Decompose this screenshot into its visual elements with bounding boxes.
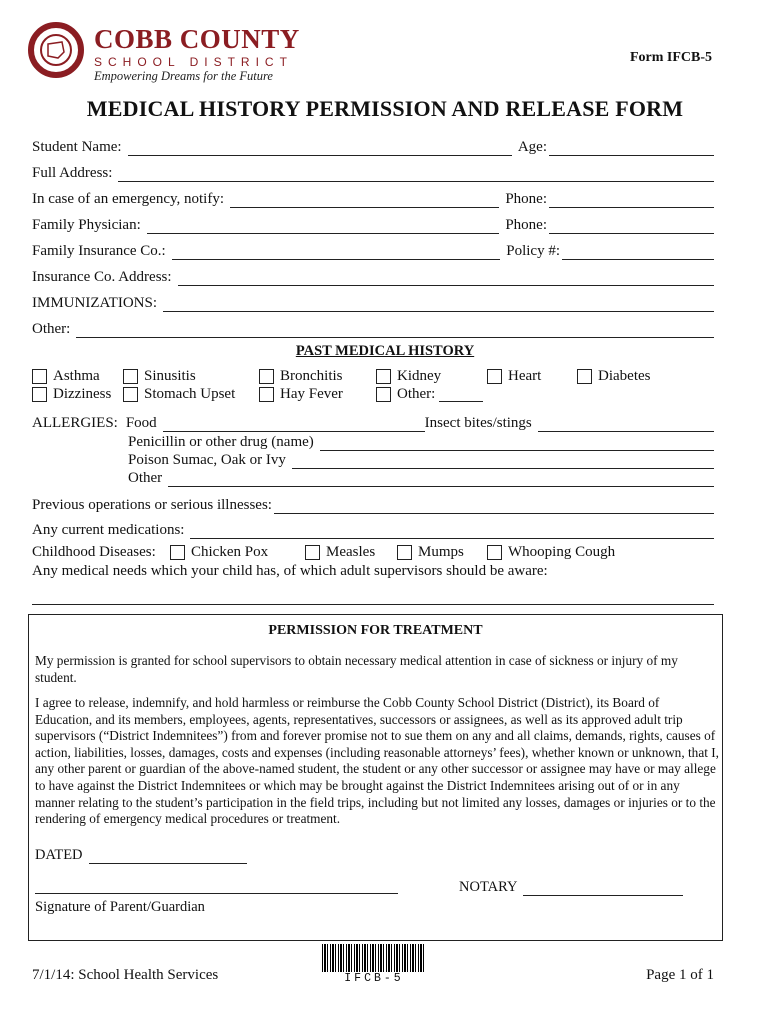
allergy-other-row	[128, 467, 714, 487]
physician-phone-field[interactable]	[549, 220, 714, 234]
checkbox-box[interactable]	[259, 387, 274, 402]
checkbox-label: Hay Fever	[280, 386, 343, 402]
checkbox-whooping-cough[interactable]	[487, 544, 615, 561]
food-allergy-field[interactable]	[163, 418, 425, 432]
emergency-row	[32, 188, 714, 208]
dated-label: DATED	[35, 847, 83, 863]
insurance-address-row	[32, 266, 714, 286]
barcode-text: IFCB-5	[322, 972, 426, 985]
immunizations-label: IMMUNIZATIONS:	[32, 295, 157, 311]
district-subtitle: SCHOOL DISTRICT	[94, 55, 293, 69]
immunizations-row	[32, 292, 714, 312]
medications-row	[32, 519, 714, 539]
checkbox-label: Measles	[326, 544, 376, 560]
insurance-address-label: Insurance Co. Address:	[32, 269, 172, 285]
emergency-field[interactable]	[230, 194, 499, 208]
checkbox-label: Kidney	[397, 368, 442, 384]
form-id: Form IFCB-5	[629, 50, 712, 65]
operations-row	[32, 494, 714, 514]
district-seal-icon	[28, 20, 88, 80]
operations-label: Previous operations or serious illnesses:	[32, 497, 272, 513]
emergency-phone-label: Phone:	[505, 191, 547, 207]
childhood-label: Childhood Diseases:	[32, 544, 156, 560]
address-row	[32, 162, 714, 182]
other-label: Other:	[32, 321, 71, 337]
insurance-label: Family Insurance Co.:	[32, 243, 166, 259]
penicillin-label: Penicillin or other drug (name)	[128, 434, 314, 450]
checkbox-box[interactable]	[123, 387, 138, 402]
age-field[interactable]	[549, 142, 714, 156]
physician-label: Family Physician:	[32, 217, 141, 233]
medical-needs-field[interactable]	[32, 604, 714, 605]
checkbox-box[interactable]	[397, 545, 412, 560]
dated-field[interactable]	[89, 850, 247, 864]
checkbox-box[interactable]	[487, 369, 502, 384]
checkbox-box[interactable]	[577, 369, 592, 384]
checkbox-other-condition[interactable]	[376, 386, 483, 403]
permission-paragraph-2: I agree to release, indemnify, and hold harmless or reimburse the Cobb County School District (District), its Board of Education, and its members, employees, agents, representatives, successors or assignees, as well as its approved adult trip supervisors (“District Indemnitees”) from and forever promise not to sue them on any and all claims, demands, rights, causes of action, liabilities, losses, damages, costs and expenses (including reasonable attorneys’ fees), whether known or unknown, that I, any other parent or guardian of the above-named student, the student or any other successor or assignee may have or may allege to have against the District Indemnitees or which may be brought against the District Indemnitees arising out of or in any manner relating to the student’s participation in the field trips, including but not limited any losses, damages or injuries or to the rendering of emergency medical procedures or treatment.	[35, 695, 719, 827]
checkbox-box[interactable]	[376, 387, 391, 402]
checkbox-box[interactable]	[170, 545, 185, 560]
district-tagline: Empowering Dreams for the Future	[94, 69, 273, 83]
full-address-field[interactable]	[118, 168, 714, 182]
allergy-other-field[interactable]	[168, 473, 714, 487]
full-address-label: Full Address:	[32, 165, 113, 181]
checkbox-dizziness[interactable]	[32, 386, 111, 403]
district-logo	[28, 20, 328, 82]
dated-row	[35, 847, 247, 864]
other-condition-field[interactable]	[439, 388, 483, 402]
signature-label: Signature of Parent/Guardian	[35, 899, 205, 915]
checkbox-kidney[interactable]	[376, 368, 441, 385]
checkbox-label: Other:	[397, 386, 436, 402]
policy-field[interactable]	[562, 246, 714, 260]
operations-field[interactable]	[274, 500, 714, 514]
emergency-label: In case of an emergency, notify:	[32, 191, 225, 207]
other-field[interactable]	[76, 324, 714, 338]
allergy-other-label: Other	[128, 470, 163, 486]
physician-phone-label: Phone:	[505, 217, 547, 233]
checkbox-box[interactable]	[123, 369, 138, 384]
student-name-field[interactable]	[128, 142, 512, 156]
medications-field[interactable]	[190, 525, 714, 539]
checkbox-sinusitis[interactable]	[123, 368, 196, 385]
allergies-label: ALLERGIES:	[32, 415, 118, 431]
checkbox-label: Dizziness	[53, 386, 112, 402]
checkbox-label: Sinusitis	[144, 368, 196, 384]
student-row	[32, 136, 714, 156]
checkbox-label: Bronchitis	[280, 368, 343, 384]
other-row	[32, 318, 714, 338]
permission-box	[28, 614, 723, 941]
checkbox-label: Chicken Pox	[191, 544, 269, 560]
checkbox-label: Asthma	[53, 368, 100, 384]
medications-label: Any current medications:	[32, 522, 185, 538]
checkbox-box[interactable]	[259, 369, 274, 384]
age-label: Age:	[517, 139, 547, 155]
checkbox-label: Stomach Upset	[144, 386, 236, 402]
policy-label: Policy #:	[506, 243, 560, 259]
checkbox-box[interactable]	[32, 387, 47, 402]
allergies-food-row	[32, 412, 714, 432]
immunizations-field[interactable]	[163, 298, 714, 312]
penicillin-row	[128, 431, 714, 451]
checkbox-diabetes[interactable]	[577, 368, 650, 385]
notary-label: NOTARY	[459, 879, 518, 895]
past-history-heading-text: PAST MEDICAL HISTORY	[295, 343, 475, 359]
physician-row	[32, 214, 714, 234]
checkbox-bronchitis[interactable]	[259, 368, 343, 385]
notary-field[interactable]	[523, 882, 683, 896]
footer-date-dept: 7/1/14: School Health Services	[32, 967, 219, 983]
checkbox-chicken-pox[interactable]	[170, 544, 268, 561]
page-number: Page 1 of 1	[646, 967, 714, 983]
insurance-address-field[interactable]	[178, 272, 714, 286]
physician-field[interactable]	[147, 220, 500, 234]
district-name: COBB COUNTY	[94, 24, 300, 54]
emergency-phone-field[interactable]	[549, 194, 714, 208]
signature-field[interactable]	[35, 893, 398, 894]
permission-paragraph-1: My permission is granted for school supervisors to obtain necessary medical attention in case of sickness or injury of my student.	[35, 653, 678, 685]
checkbox-hay-fever[interactable]	[259, 386, 343, 403]
poison-label: Poison Sumac, Oak or Ivy	[128, 452, 286, 468]
checkbox-stomach-upset[interactable]	[123, 386, 235, 403]
checkbox-mumps[interactable]	[397, 544, 464, 561]
poison-row	[128, 449, 714, 469]
checkbox-label: Whooping Cough	[508, 544, 616, 560]
insurance-row	[32, 240, 714, 260]
checkbox-label: Diabetes	[598, 368, 651, 384]
checkbox-box[interactable]	[305, 545, 320, 560]
permission-heading: PERMISSION FOR TREATMENT	[268, 623, 483, 638]
checkbox-heart[interactable]	[487, 368, 541, 385]
checkbox-asthma[interactable]	[32, 368, 100, 385]
checkbox-box[interactable]	[376, 369, 391, 384]
checkbox-label: Mumps	[418, 544, 464, 560]
medical-needs-label: Any medical needs which your child has, of which adult supervisors should be aware:	[32, 563, 548, 579]
student-name-label: Student Name:	[32, 139, 122, 155]
form-title: MEDICAL HISTORY PERMISSION AND RELEASE FORM	[86, 96, 684, 121]
insect-label: Insect bites/stings	[424, 415, 532, 431]
insurance-field[interactable]	[172, 246, 501, 260]
checkbox-measles[interactable]	[305, 544, 375, 561]
notary-row	[459, 879, 683, 896]
food-label: Food	[125, 415, 157, 431]
checkbox-box[interactable]	[487, 545, 502, 560]
barcode	[322, 944, 426, 988]
past-history-heading	[0, 343, 770, 360]
checkbox-box[interactable]	[32, 369, 47, 384]
checkbox-label: Heart	[508, 368, 542, 384]
insect-allergy-field[interactable]	[538, 418, 714, 432]
